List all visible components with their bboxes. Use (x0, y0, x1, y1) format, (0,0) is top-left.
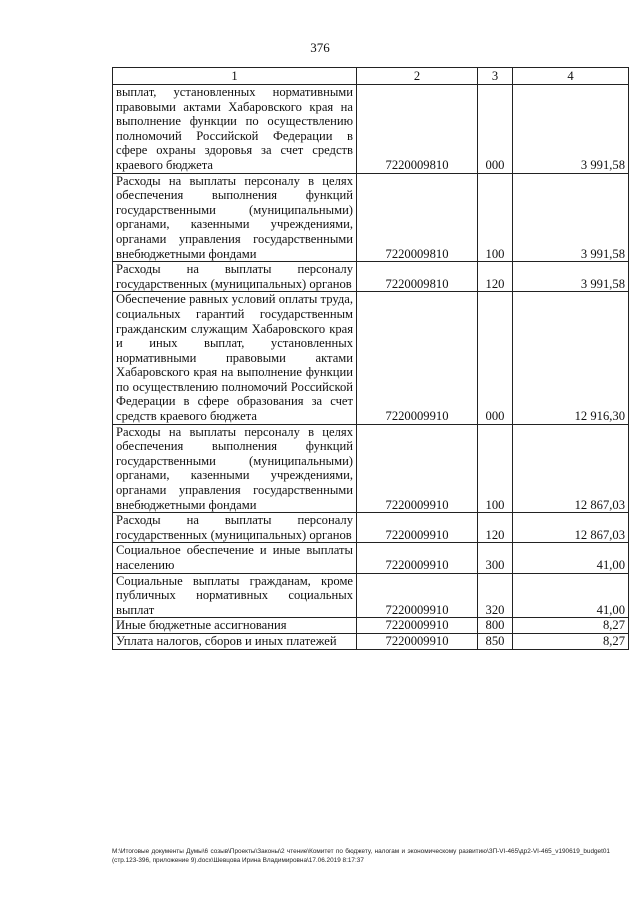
table-row (113, 513, 629, 543)
row-name: Расходы на выплаты персоналу в целях обеспечения выполнения функций государственными (муниципальными) органами, казенными учреждениями, органами управления государственными внебюджетными фондами (113, 173, 357, 262)
table-row (113, 173, 629, 262)
row-name: Расходы на выплаты персоналу государственных (муниципальных) органов (113, 513, 357, 543)
table-row (113, 633, 629, 649)
header-col-2: 2 (357, 68, 478, 85)
header-col-1: 1 (113, 68, 357, 85)
row-expense-type: 100 (478, 173, 513, 262)
table-row (113, 618, 629, 634)
budget-table (112, 67, 629, 650)
page-number: 376 (310, 40, 330, 55)
row-target-code: 7220009810 (357, 173, 478, 262)
row-name: выплат, установленных нормативными правовыми актами Хабаровского края на выполнение функции по осуществлению полномочий Российской Федерации в сфере охраны здоровья за счет средств краевого бюджета (113, 85, 357, 174)
row-target-code: 7220009910 (357, 618, 478, 634)
row-expense-type: 320 (478, 573, 513, 618)
row-expense-type: 000 (478, 292, 513, 424)
row-target-code: 7220009910 (357, 424, 478, 513)
row-amount: 8,27 (513, 618, 629, 634)
row-amount: 3 991,58 (513, 173, 629, 262)
row-target-code: 7220009910 (357, 543, 478, 573)
table-row (113, 424, 629, 513)
footer-file-path: М:\Итоговые документы Думы\6 созыв\Проекты\Законы\2 чтение\Комитет по бюджету, налогам и экономическому развитию\ЗП-VI-465\др2-VI-465_v190619_budget01 (стр.123-396, приложение 9).docx\Шевцова Ирина Владимировна\17.06.2019 8:17:37 (112, 848, 610, 864)
table-row (113, 573, 629, 618)
row-target-code: 7220009810 (357, 262, 478, 292)
table-row (113, 262, 629, 292)
row-amount: 12 867,03 (513, 424, 629, 513)
row-target-code: 7220009910 (357, 513, 478, 543)
row-expense-type: 300 (478, 543, 513, 573)
table-row (113, 543, 629, 573)
row-name: Обеспечение равных условий оплаты труда, социальных гарантий государственным гражданским служащим Хабаровского края и иных выплат, установленных нормативными правовыми актами Хабаровского края на выполнение функции по осуществлению полномочий Российской Федерации в сфере образования за счет средств краевого бюджета (113, 292, 357, 424)
table-header-row (113, 68, 629, 85)
row-name: Социальное обеспечение и иные выплаты населению (113, 543, 357, 573)
row-name: Уплата налогов, сборов и иных платежей (113, 633, 357, 649)
row-name: Расходы на выплаты персоналу государственных (муниципальных) органов (113, 262, 357, 292)
row-expense-type: 120 (478, 262, 513, 292)
row-amount: 3 991,58 (513, 262, 629, 292)
row-target-code: 7220009910 (357, 633, 478, 649)
row-amount: 41,00 (513, 573, 629, 618)
row-name: Социальные выплаты гражданам, кроме публичных нормативных социальных выплат (113, 573, 357, 618)
row-expense-type: 120 (478, 513, 513, 543)
row-target-code: 7220009910 (357, 573, 478, 618)
row-expense-type: 000 (478, 85, 513, 174)
header-col-4: 4 (513, 68, 629, 85)
header-col-3: 3 (478, 68, 513, 85)
row-amount: 41,00 (513, 543, 629, 573)
row-amount: 3 991,58 (513, 85, 629, 174)
table-row (113, 292, 629, 424)
row-expense-type: 800 (478, 618, 513, 634)
table-row (113, 85, 629, 174)
row-amount: 8,27 (513, 633, 629, 649)
row-expense-type: 850 (478, 633, 513, 649)
row-amount: 12 916,30 (513, 292, 629, 424)
row-expense-type: 100 (478, 424, 513, 513)
row-target-code: 7220009910 (357, 292, 478, 424)
row-name: Иные бюджетные ассигнования (113, 618, 357, 634)
row-name: Расходы на выплаты персоналу в целях обеспечения выполнения функций государственными (муниципальными) органами, казенными учреждениями, органами управления государственными внебюджетными фондами (113, 424, 357, 513)
row-target-code: 7220009810 (357, 85, 478, 174)
row-amount: 12 867,03 (513, 513, 629, 543)
